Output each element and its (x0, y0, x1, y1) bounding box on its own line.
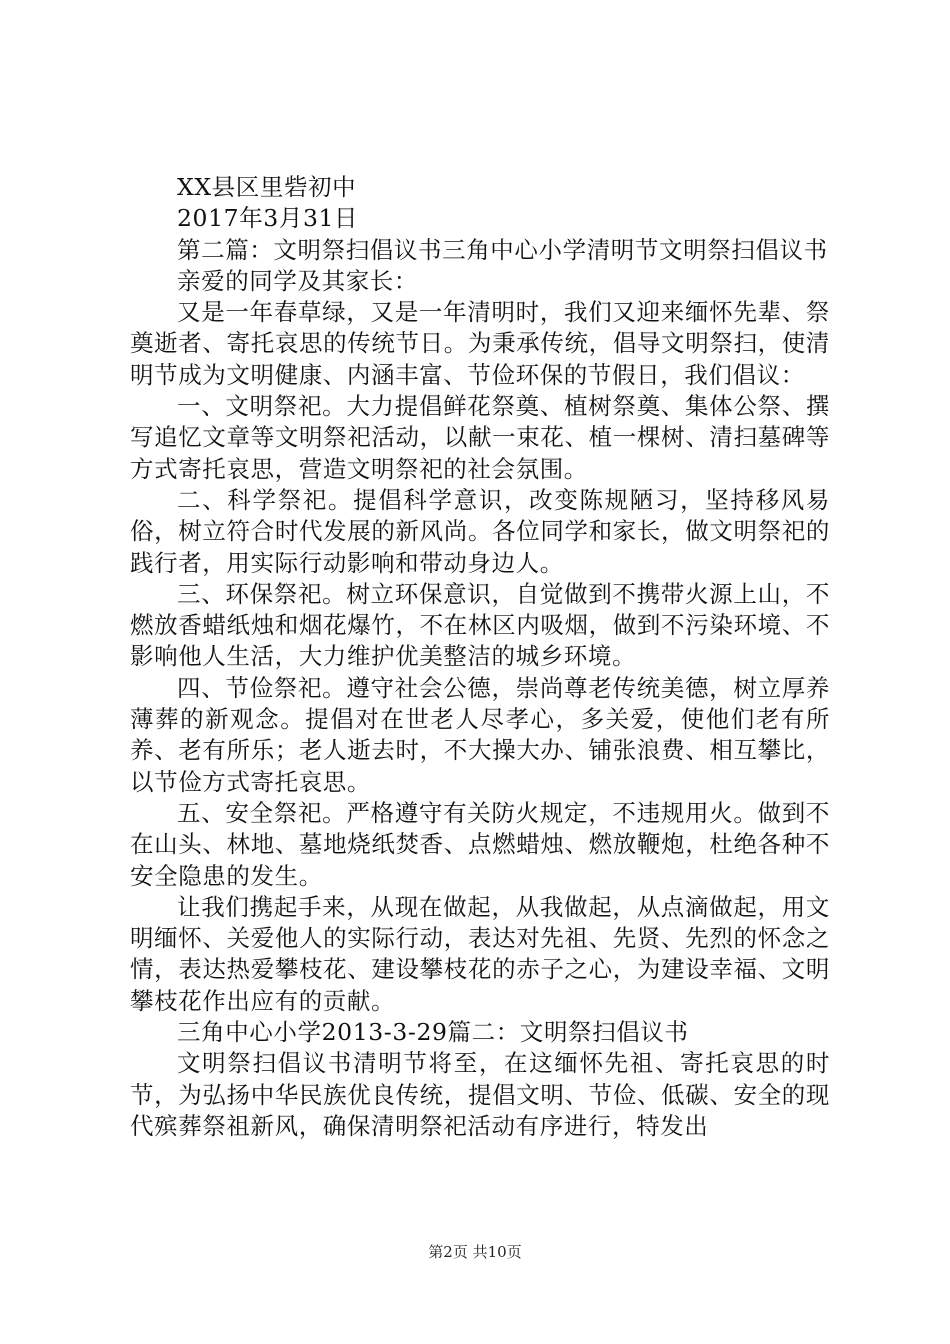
section-title: 第二篇：文明祭扫倡议书三角中心小学清明节文明祭扫倡议书 (177, 235, 828, 264)
signature-line: 三角中心小学2013-3-29篇二：文明祭扫倡议书 (177, 1018, 689, 1047)
body-paragraph: 二、科学祭祀。提倡科学意识，改变陈规陋习，坚持移风易俗，树立符合时代发展的新风尚。各位同学和家长，做文明祭祀的践行者，用实际行动影响和带动身边人。 (130, 485, 830, 577)
page-number: 第2页 共10页 (428, 1243, 522, 1261)
document-body (130, 172, 830, 1142)
body-paragraph: 三、环保祭祀。树立环保意识，自觉做到不携带火源上山，不燃放香蜡纸烛和烟花爆竹，不在林区内吸烟，做到不污染环境、不影响他人生活，大力维护优美整洁的城乡环境。 (130, 579, 830, 671)
body-paragraph: 让我们携起手来，从现在做起，从我做起，从点滴做起，用文明缅怀、关爱他人的实际行动，表达对先祖、先贤、先烈的怀念之情，表达热爱攀枝花、建设攀枝花的赤子之心，为建设幸福、文明攀枝花作出应有的贡献。 (130, 892, 830, 1015)
body-paragraph: 一、文明祭祀。大力提倡鲜花祭奠、植树祭奠、集体公祭、撰写追忆文章等文明祭祀活动，以献一束花、植一棵树、清扫墓碑等方式寄托哀思，营造文明祭祀的社会氛围。 (130, 392, 830, 483)
body-paragraph: 四、节俭祭祀。遵守社会公德，崇尚尊老传统美德，树立厚养薄葬的新观念。提倡对在世老人尽孝心，多关爱，使他们老有所养、老有所乐；老人逝去时，不大操大办、铺张浪费、相互攀比，以节俭方式寄托哀思。 (130, 673, 830, 796)
body-paragraph: 又是一年春草绿，又是一年清明时，我们又迎来缅怀先辈、祭奠逝者、寄托哀思的传统节日。为秉承传统，倡导文明祭扫，使清明节成为文明健康、内涵丰富、节俭环保的节假日，我们倡议： (130, 298, 830, 389)
salutation: 亲爱的同学及其家长： (177, 266, 418, 295)
page-footer (0, 1242, 950, 1262)
date-line: 2017年3月31日 (177, 204, 359, 233)
body-paragraph: 文明祭扫倡议书清明节将至，在这缅怀先祖、寄托哀思的时节，为弘扬中华民族优良传统，提倡文明、节俭、低碳、安全的现代殡葬祭祖新风，确保清明祭祀活动有序进行，特发出 (130, 1049, 830, 1140)
school-name-line: XX县区里砦初中 (177, 173, 357, 201)
body-paragraph: 五、安全祭祀。严格遵守有关防火规定，不违规用火。做到不在山头、林地、墓地烧纸焚香、点燃蜡烛、燃放鞭炮，杜绝各种不安全隐患的发生。 (130, 798, 830, 890)
